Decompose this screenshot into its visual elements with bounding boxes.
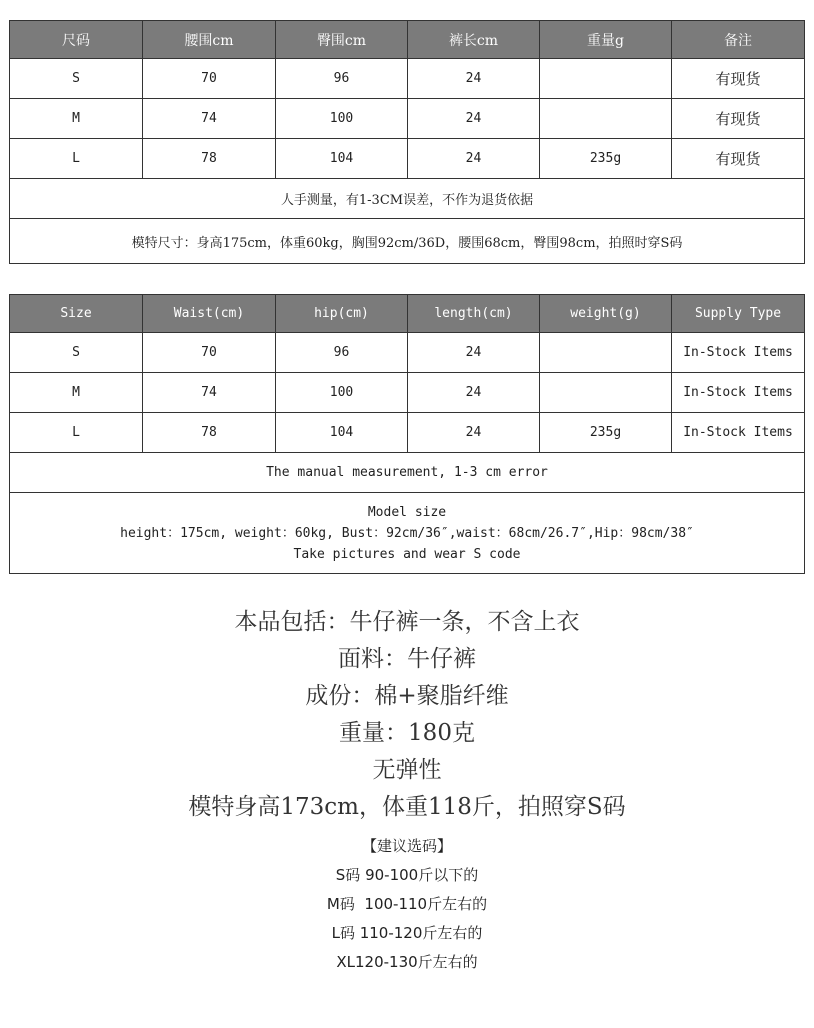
product-contents: 本品包括：牛仔裤一条，不含上衣 — [234, 609, 580, 635]
model-size-note — [10, 493, 805, 574]
cell-weight: 235g — [540, 139, 672, 179]
header-waist: 腰围cm — [143, 21, 276, 59]
header-hip: 臀围cm — [276, 21, 408, 59]
header-waist: Waist(cm) — [143, 295, 276, 333]
cell-length: 24 — [408, 59, 540, 99]
cell-supply-type: In-Stock Items — [672, 413, 805, 453]
model-size-measurements: height：175cm, weight：60kg, Bust：92cm/36″,waist：68cm/26.7″,Hip：98cm/38″ — [120, 525, 694, 541]
size-table-english — [9, 294, 805, 574]
cell-length: 24 — [408, 373, 540, 413]
header-supply-type: Supply Type — [672, 295, 805, 333]
product-info — [0, 604, 814, 826]
cell-length: 24 — [408, 139, 540, 179]
header-size: 尺码 — [10, 21, 143, 59]
cell-waist: 78 — [143, 139, 276, 179]
cell-weight — [540, 59, 672, 99]
table-model-row — [10, 219, 805, 264]
cell-remark: 有现货 — [672, 99, 805, 139]
cell-waist: 74 — [143, 99, 276, 139]
cell-size: S — [10, 333, 143, 373]
cell-waist: 74 — [143, 373, 276, 413]
cell-hip: 96 — [276, 333, 408, 373]
header-size: Size — [10, 295, 143, 333]
cell-hip: 104 — [276, 139, 408, 179]
cell-length: 24 — [408, 99, 540, 139]
cell-size: M — [10, 373, 143, 413]
cell-remark: 有现货 — [672, 139, 805, 179]
measurement-note: 人手测量，有1-3CM误差，不作为退货依据 — [10, 179, 805, 219]
table-note-row — [10, 453, 805, 493]
cell-hip: 100 — [276, 373, 408, 413]
cell-size: M — [10, 99, 143, 139]
cell-waist: 78 — [143, 413, 276, 453]
table-note-row — [10, 179, 805, 219]
table-model-row — [10, 493, 805, 574]
cell-waist: 70 — [143, 59, 276, 99]
size-advice — [0, 832, 814, 977]
table-header-row — [10, 21, 805, 59]
product-model-info: 模特身高173cm，体重118斤，拍照穿S码 — [188, 794, 626, 820]
header-weight: 重量g — [540, 21, 672, 59]
cell-size: L — [10, 139, 143, 179]
size-advice-item: L码 110-120斤左右的 — [331, 924, 483, 942]
size-advice-item: XL120-130斤左右的 — [336, 953, 478, 971]
size-advice-item: S码 90-100斤以下的 — [335, 866, 479, 884]
cell-supply-type: In-Stock Items — [672, 373, 805, 413]
cell-hip: 100 — [276, 99, 408, 139]
cell-length: 24 — [408, 333, 540, 373]
model-size-wear: Take pictures and wear S code — [293, 546, 521, 562]
header-remark: 备注 — [672, 21, 805, 59]
cell-weight: 235g — [540, 413, 672, 453]
cell-remark: 有现货 — [672, 59, 805, 99]
measurement-note: The manual measurement, 1-3 cm error — [10, 453, 805, 493]
cell-size: S — [10, 59, 143, 99]
table-row — [10, 99, 805, 139]
table-row — [10, 59, 805, 99]
cell-waist: 70 — [143, 333, 276, 373]
header-hip: hip(cm) — [276, 295, 408, 333]
table-row — [10, 373, 805, 413]
size-table-chinese — [9, 20, 805, 264]
cell-size: L — [10, 413, 143, 453]
model-size-note: 模特尺寸：身高175cm，体重60kg，胸围92cm/36D，腰围68cm，臀围98cm，拍照时穿S码 — [10, 219, 805, 264]
cell-length: 24 — [408, 413, 540, 453]
header-weight: weight(g) — [540, 295, 672, 333]
cell-supply-type: In-Stock Items — [672, 333, 805, 373]
table-row — [10, 413, 805, 453]
cell-hip: 96 — [276, 59, 408, 99]
cell-weight — [540, 333, 672, 373]
product-weight: 重量：180克 — [339, 720, 475, 746]
header-length: length(cm) — [408, 295, 540, 333]
table-row — [10, 139, 805, 179]
product-composition: 成份：棉+聚脂纤维 — [305, 683, 509, 709]
model-size-title: Model size — [367, 504, 447, 520]
product-fabric: 面料：牛仔裤 — [338, 646, 476, 672]
cell-weight — [540, 373, 672, 413]
table-header-row — [10, 295, 805, 333]
size-advice-item: M码 100-110斤左右的 — [326, 895, 488, 913]
cell-weight — [540, 99, 672, 139]
size-advice-title: 【建议选码】 — [361, 837, 452, 855]
header-length: 裤长cm — [408, 21, 540, 59]
table-row — [10, 333, 805, 373]
product-elasticity: 无弹性 — [372, 757, 442, 783]
cell-hip: 104 — [276, 413, 408, 453]
